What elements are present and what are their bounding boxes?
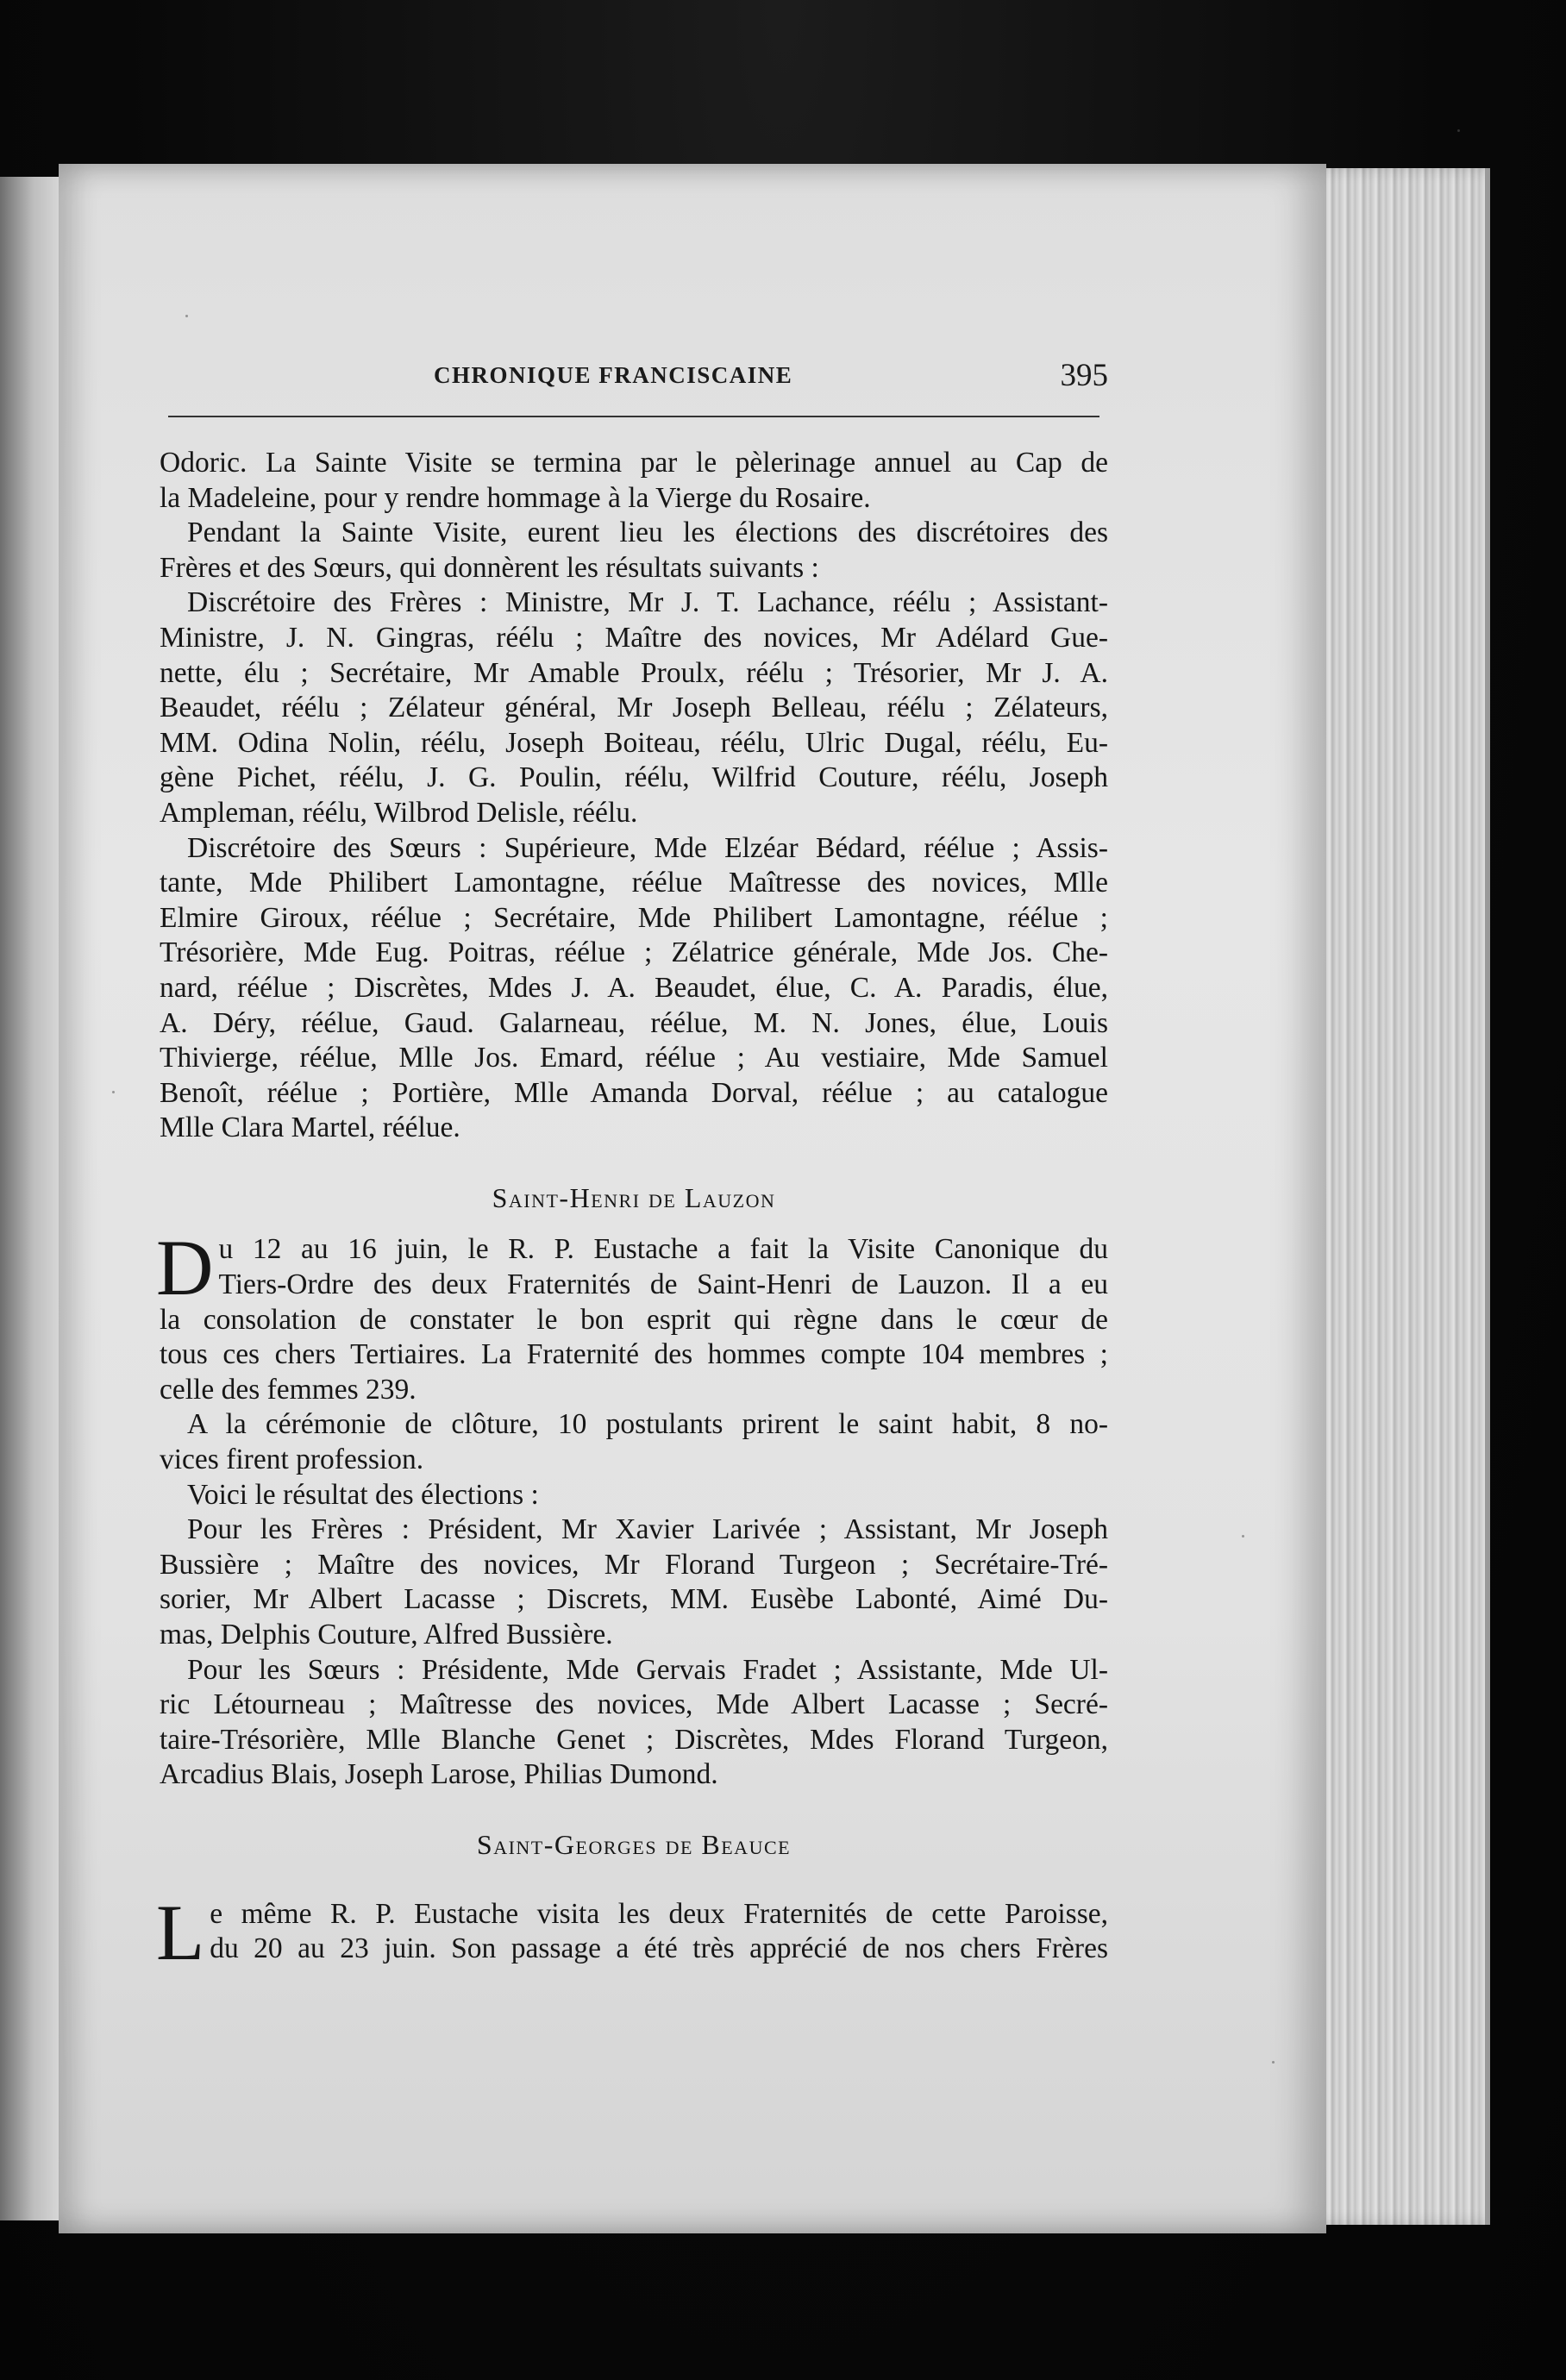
body-line: nard, réélue ; Discrètes, Mdes J. A. Beaudet, élue, C. A. Paradis, élue, xyxy=(160,971,1108,1004)
body-line: Ampleman, réélu, Wilbrod Delisle, réélu. xyxy=(160,796,638,829)
running-header xyxy=(160,358,1108,405)
body-line: e même R. P. Eustache visita les deux Fraternités de cette Paroisse, xyxy=(210,1897,1108,1930)
body-line: vices firent profession. xyxy=(160,1444,424,1476)
section-heading: Saint-Henri de Lauzon xyxy=(492,1181,776,1213)
heading-spacer xyxy=(160,1863,1108,1897)
body-line: Discrétoire des Sœurs : Supérieure, Mde Elzéar Bédard, réélue ; Assis- xyxy=(187,831,1108,864)
lettrine-paragraph xyxy=(156,1888,1108,1976)
body-line: Benoît, réélue ; Portière, Mlle Amanda Dorval, réélue ; au catalogue xyxy=(160,1076,1108,1109)
header-rule xyxy=(168,416,1099,417)
scan-speck xyxy=(1242,1535,1244,1538)
body-line: mas, Delphis Couture, Alfred Bussière. xyxy=(160,1619,613,1650)
adjacent-page-edge xyxy=(0,177,63,2220)
heading-spacer xyxy=(160,1215,1108,1232)
section-heading: Saint-Georges de Beauce xyxy=(476,1828,792,1860)
scan-speck xyxy=(1272,2061,1275,2064)
drop-cap: L xyxy=(156,1888,205,1976)
body-line: du 20 au 23 juin. Son passage a été très apprécié de nos chers Frères xyxy=(210,1932,1108,1965)
body-line: tante, Mde Philibert Lamontagne, réélue Maîtresse des novices, Mlle xyxy=(160,867,1108,899)
body-line: Pendant la Sainte Visite, eurent lieu les élections des discrétoires des xyxy=(187,517,1108,549)
body-line: taire-Trésorière, Mlle Blanche Genet ; Discrètes, Mdes Florand Turgeon, xyxy=(160,1723,1108,1756)
body-line: A. Déry, réélue, Gaud. Galarneau, réélue, M. N. Jones, élue, Louis xyxy=(160,1006,1108,1039)
body-line: Ministre, J. N. Gingras, réélu ; Maître des novices, Mr Adélard Gue- xyxy=(160,621,1108,654)
page-number: 395 xyxy=(1060,358,1108,393)
body-line: Tiers-Ordre des deux Fraternités de Saint-Henri de Lauzon. Il a eu xyxy=(218,1268,1108,1301)
section-spacer xyxy=(160,1146,1108,1181)
body-line: celle des femmes 239. xyxy=(160,1373,417,1406)
body-line: Beaudet, réélu ; Zélateur général, Mr Joseph Belleau, réélu ; Zélateurs, xyxy=(160,692,1108,724)
body-line: Trésorière, Mde Eug. Poitras, réélue ; Zélatrice générale, Mde Jos. Che- xyxy=(160,936,1108,969)
body-line: tous ces chers Tertiaires. La Fraternité des hommes compte 104 membres ; xyxy=(160,1338,1108,1371)
scan-speck xyxy=(112,1091,115,1093)
body-line: Mlle Clara Martel, réélue. xyxy=(160,1112,460,1144)
section-saint-henri xyxy=(156,1181,1108,1793)
body-line: Thivierge, réélue, Mlle Jos. Emard, réélue ; Au vestiaire, Mde Samuel xyxy=(160,1042,1108,1074)
body-line: la consolation de constater le bon esprit qui règne dans le cœur de xyxy=(160,1303,1108,1336)
drop-cap: D xyxy=(156,1224,214,1312)
body-line: MM. Odina Nolin, réélu, Joseph Boiteau, réélu, Ulric Dugal, réélu, Eu- xyxy=(160,726,1108,759)
body-line: u 12 au 16 juin, le R. P. Eustache a fait la Visite Canonique du xyxy=(218,1233,1108,1266)
section-spacer xyxy=(160,1793,1108,1827)
page-body xyxy=(156,446,1108,1976)
scan-speck xyxy=(1457,129,1460,132)
section-saint-georges xyxy=(156,1827,1108,1976)
body-line: nette, élu ; Secrétaire, Mr Amable Proulx, réélu ; Trésorier, Mr J. A. xyxy=(160,656,1108,689)
lettrine-paragraph xyxy=(156,1224,1108,1407)
body-line: Odoric. La Sainte Visite se termina par le pèlerinage annuel au Cap de xyxy=(160,447,1108,479)
body-line: la Madeleine, pour y rendre hommage à la Vierge du Rosaire. xyxy=(160,481,871,514)
body-line: Elmire Giroux, réélue ; Secrétaire, Mde Philibert Lamontagne, réélue ; xyxy=(160,901,1108,934)
body-line: sorier, Mr Albert Lacasse ; Discrets, MM. Eusèbe Labonté, Aimé Du- xyxy=(160,1583,1108,1616)
body-line: A la cérémonie de clôture, 10 postulants prirent le saint habit, 8 no- xyxy=(187,1408,1108,1441)
body-line: Arcadius Blais, Joseph Larose, Philias Dumond. xyxy=(160,1758,718,1791)
scan-speck xyxy=(185,315,188,317)
body-line: Bussière ; Maître des novices, Mr Florand Turgeon ; Secrétaire-Tré- xyxy=(160,1548,1108,1581)
intro-paragraphs xyxy=(160,446,1108,1146)
body-line: Discrétoire des Frères : Ministre, Mr J. T. Lachance, réélu ; Assistant- xyxy=(187,586,1108,619)
running-title: CHRONIQUE FRANCISCAINE xyxy=(434,362,793,388)
body-line: Frères et des Sœurs, qui donnèrent les résultats suivants : xyxy=(160,551,819,584)
body-line: ric Létourneau ; Maîtresse des novices, Mde Albert Lacasse ; Secré- xyxy=(160,1688,1108,1721)
body-line: Voici le résultat des élections : xyxy=(187,1478,539,1511)
body-line: Pour les Sœurs : Présidente, Mde Gervais Fradet ; Assistante, Mde Ul- xyxy=(187,1653,1108,1686)
body-line: gène Pichet, réélu, J. G. Poulin, réélu, Wilfrid Couture, réélu, Joseph xyxy=(160,761,1108,794)
body-line: Pour les Frères : Président, Mr Xavier Larivée ; Assistant, Mr Joseph xyxy=(187,1513,1108,1546)
